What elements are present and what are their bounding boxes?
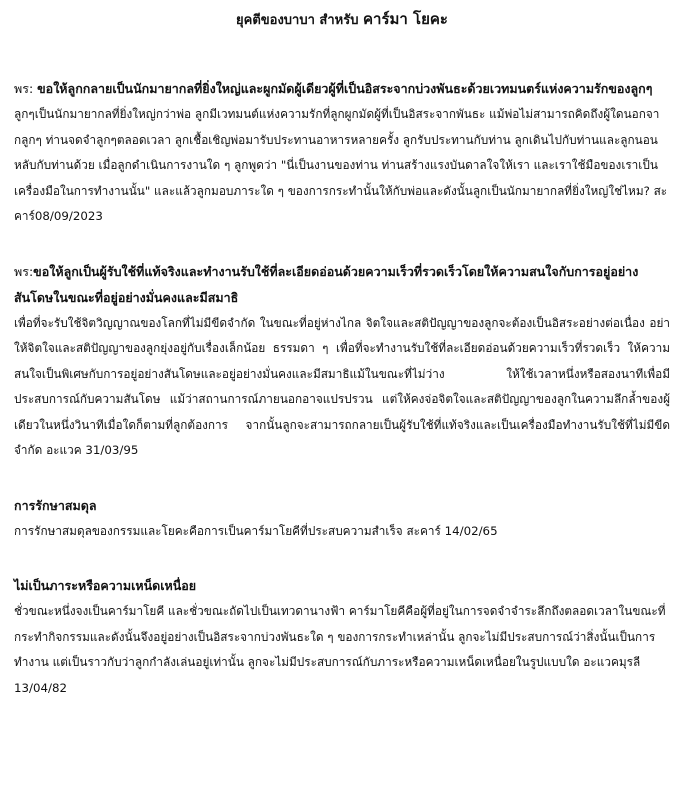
section-heading [14, 493, 670, 519]
section-heading [14, 259, 670, 311]
heading-text: ขอให้ลูกกลายเป็นนักมายากลที่ยิ่งใหญ่และผูกมัดผู้เดียวผู้ที่เป็นอิสระจากบ่วงพันธะด้วยเวทมนตร์แห่งความรักของลูกๆ [37, 81, 653, 96]
page-title [14, 8, 670, 32]
section-body: การรักษาสมดุลของกรรมและโยคะคือการเป็นคาร์มาโยคีที่ประสบความสำเร็จ สะคาร์ 14/02/65 [14, 523, 498, 538]
title-prefix: ยุคตีของบาบา สำหรับ [236, 13, 359, 28]
heading-prefix: พร: [14, 81, 38, 96]
section-heading [14, 76, 670, 102]
section-blessing-magician [14, 76, 670, 230]
title-name: คาร์มา โยคะ [363, 10, 448, 28]
section-body: ลูกๆเป็นนักมายากลที่ยิ่งใหญ่กว่าพ่อ ลูกมีเวทมนต์แห่งความรักที่ลูกผูกมัดผู้ที่เป็นอิสระจากพันธะ แม้พ่อไม่สามารถคิดถึงผู้ใดนอกจากลูกๆ ท่านจดจำลูกๆตลอดเวลา ลูกเชื้อเชิญพ่อมารับประทานอาหารหลายครั้ง ลูกรับประทานกับท่าน ลูกเดินไปกับท่านและลูกนอนหลับกับท่านด้วย เมื่อลูกดำเนินการงานใด ๆ ลูกพูดว่า "นี่เป็นงานของท่าน ท่านสร้างแรงบันดาลใจให้เรา และเราใช้มือของเราเป็นเครื่องมือในการทำงานนั้น" และแล้วลูกมอบภาระใด ๆ ของการกระทำนั้นให้กับพ่อและดังนั้นลูกเป็นนักมายากลที่ยิ่งใหญ่ใช่ไหม? สะคาร์08/09/2023 [14, 107, 668, 223]
section-balance [14, 493, 670, 545]
heading-text: การรักษาสมดุล [14, 497, 97, 513]
heading-prefix: พร: [14, 263, 34, 279]
section-no-burden [14, 573, 670, 701]
section-heading [14, 573, 670, 599]
heading-text: ไม่เป็นภาระหรือความเหน็ดเหนื่อย [14, 578, 197, 593]
section-body: ชั่วขณะหนึ่งจงเป็นคาร์มาโยคี และชั่วขณะถัดไปเป็นเทวดานางฟ้า คาร์มาโยคีคือผู้ที่อยู่ในการจดจำจำระลึกถึงตลอดเวลาในขณะที่กระทำกิจกรรมและดังนั้นจึงอยู่อย่างเป็นอิสระจากบ่วงพันธะใด ๆ ของการกระทำเหล่านั้น ลูกจะไม่มีประสบการณ์ว่าสิ่งนั้นเป็นการทำงาน แต่เป็นราวกับว่าลูกกำลังเล่นอยู่เท่านั้น ลูกจะไม่มีประสบการณ์กับภาระหรือความเหน็ดเหนื่อยในรูปแบบใด อะแวคมุรลี 13/04/82 [14, 604, 666, 695]
section-body: เพื่อที่จะรับใช้จิตวิญญาณของโลกที่ไม่มีขีดจำกัด ในขณะที่อยู่ห่างไกล จิตใจและสติปัญญาของลูกจะต้องเป็นอิสระอย่างต่อเนื่อง อย่าให้จิตใจและสติปัญญาของลูกยุ่งอยู่กับเรื่องเล็กน้อย ธรรมดา ๆ เพื่อที่จะทำงานรับใช้ที่ละเอียดอ่อนด้วยความเร็วที่รวดเร็ว ให้ความสนใจเป็นพิเศษกับการอยู่อย่างสันโดษและอยู่อย่างมั่นคงและมีสมาธิแม้ในขณะที่ไม่ว่าง ให้ใช้เวลาหนึ่งหรือสองนาทีเพื่อมีประสบการณ์กับความสันโดษ แม้ว่าสถานการณ์ภายนอกอาจแปรปรวน แต่ให้คงจ่อจิตใจและสติปัญญาของลูกในความลึกล้ำของผู้เดียวในหนึ่งวินาทีเมื่อใดก็ตามที่ลูกต้องการ จากนั้นลูกจะสามารถกลายเป็นผู้รับใช้ที่แท้จริงและเป็นเครื่องมือทำงานรับใช้ที่ไม่มีขีดจำกัด อะแวค 31/03/95 [14, 315, 670, 457]
section-blessing-server [14, 259, 670, 464]
heading-text: ขอให้ลูกเป็นผู้รับใช้ที่แท้จริงและทำงานรับใช้ที่ละเอียดอ่อนด้วยความเร็วที่รวดเร็วโดยให้ความสนใจกับการอยู่อย่างสันโดษในขณะที่อยู่อย่างมั่นคงและมีสมาธิ [14, 263, 639, 305]
